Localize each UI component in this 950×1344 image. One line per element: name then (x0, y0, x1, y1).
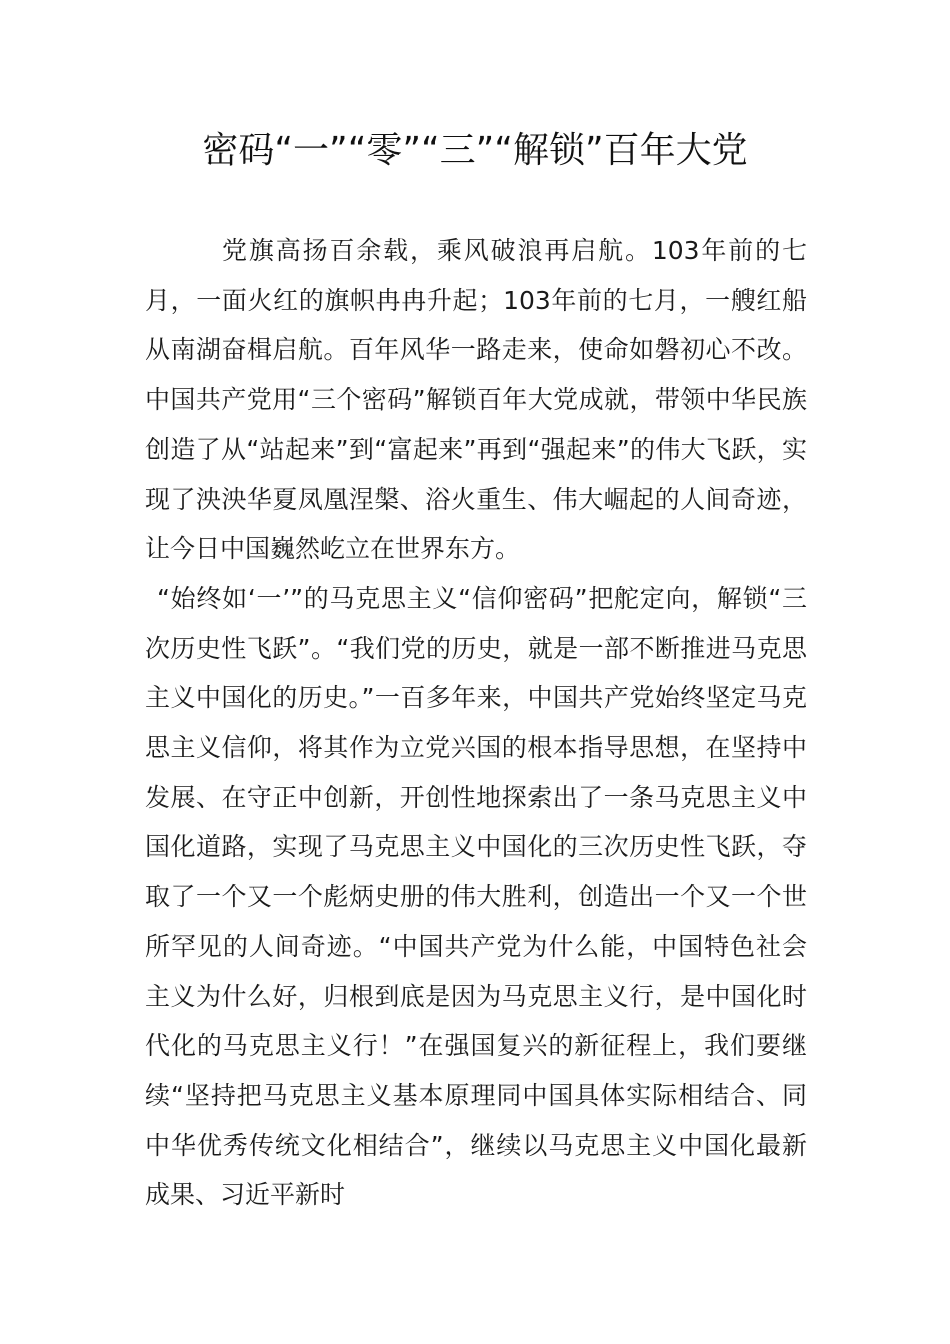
document-title: 密码“一”“零”“三”“解锁”百年大党 (202, 130, 748, 171)
paragraph-intro: 党旗高扬百余载，乘风破浪再启航。103年前的七月，一面火红的旗帜冉冉升起；103年前的七月，一艘红船从南湖奋楫启航。百年风华一路走来，使命如磐初心不改。中国共产党用“三个密码”解锁百年大党成就，带领中华民族创造了从“站起来”到“富起来”再到“强起来”的伟大飞跃，实现了泱泱华夏凤凰涅槃、浴火重生、伟大崛起的人间奇迹，让今日中国巍然屹立在世界东方。 (145, 236, 807, 564)
document-body (145, 226, 807, 1220)
paragraph-faith-code: “始终如‘一’”的马克思主义“信仰密码”把舵定向，解锁“三次历史性飞跃”。“我们党的历史，就是一部不断推进马克思主义中国化的历史。”一百多年来，中国共产党始终坚定马克思主义信仰，将其作为立党兴国的根本指导思想，在坚持中发展、在守正中创新，开创性地探索出了一条马克思主义中国化道路，实现了马克思主义中国化的三次历史性飞跃，夺取了一个又一个彪炳史册的伟大胜利，创造出一个又一个世所罕见的人间奇迹。“中国共产党为什么能，中国特色社会主义为什么好，归根到底是因为马克思主义行，是中国化时代化的马克思主义行！”在强国复兴的新征程上，我们要继续“坚持把马克思主义基本原理同中国具体实际相结合、同中华优秀传统文化相结合”，继续以马克思主义中国化最新成果、习近平新时 (145, 583, 807, 1210)
